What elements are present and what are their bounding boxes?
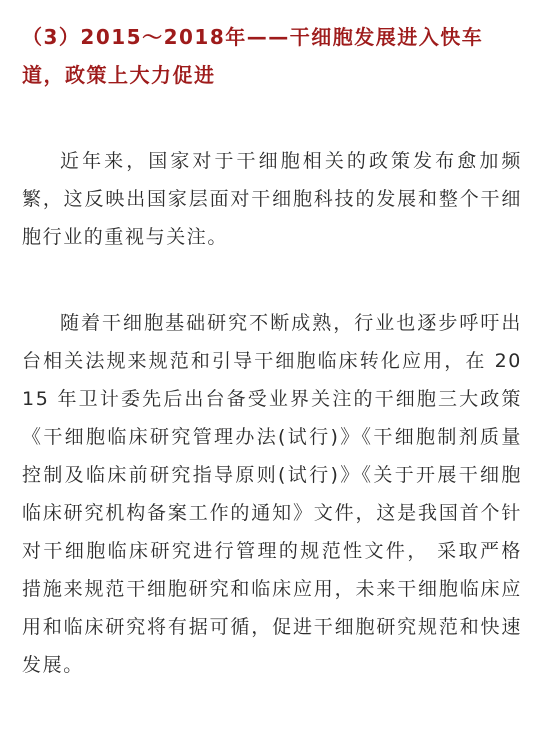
article	[22, 18, 522, 684]
paragraph-policy-overview: 近年来，国家对于干细胞相关的政策发布愈加频繁，这反映出国家层面对干细胞科技的发展和整个干细胞行业的重视与关注。	[22, 150, 522, 248]
paragraph-2015-policies: 随着干细胞基础研究不断成熟，行业也逐步呼吁出台相关法规来规范和引导干细胞临床转化应用，在 2015 年卫计委先后出台备受业界关注的干细胞三大政策《干细胞临床研究管理办法(试行)》《干细胞制剂质量控制及临床前研究指导原则(试行)》《关于开展干细胞临床研究机构备案工作的通知》文件，这是我国首个针对干细胞临床研究进行管理的规范性文件， 采取严格措施来规范干细胞研究和临床应用，未来干细胞临床应用和临床研究将有据可循，促进干细胞研究规范和快速发展。	[22, 312, 522, 676]
section-heading: （3）2015～2018年——干细胞发展进入快车道，政策上大力促进	[22, 25, 484, 87]
spacer	[22, 256, 522, 304]
spacer	[22, 94, 522, 142]
